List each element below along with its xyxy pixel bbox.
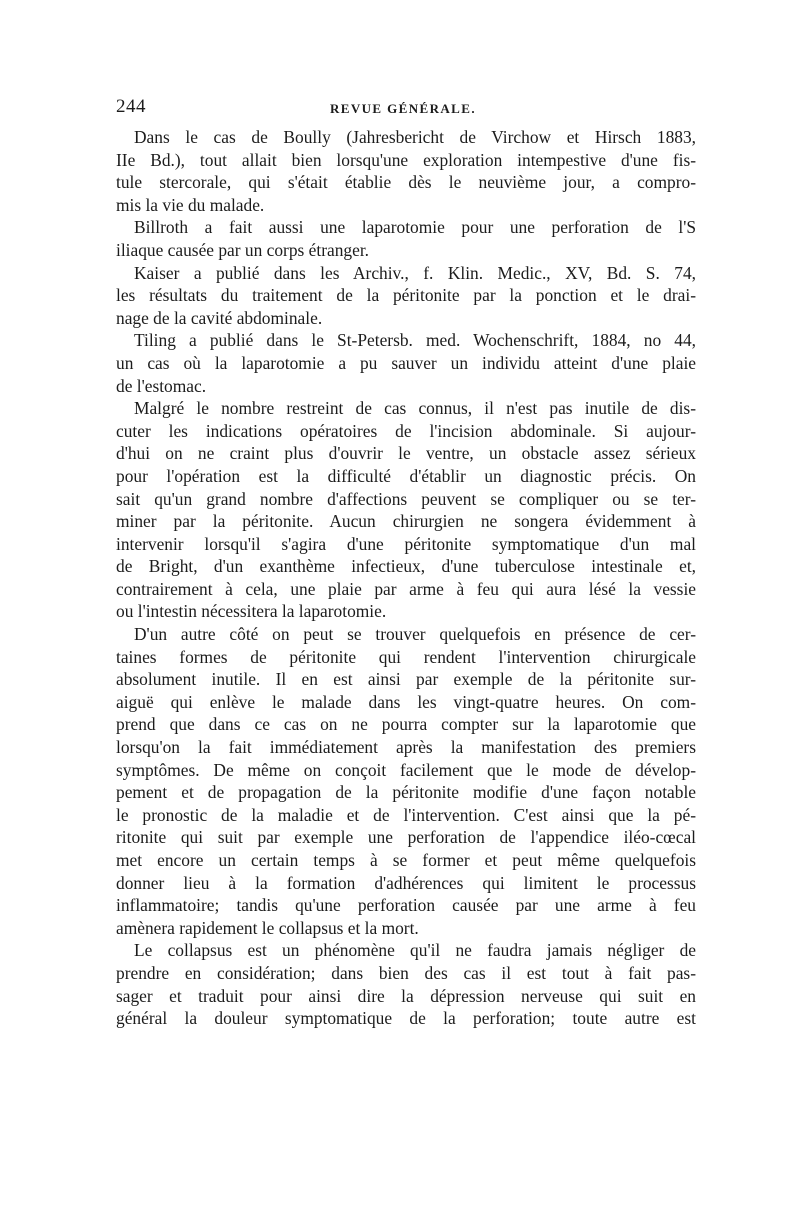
text-line: symptômes. De même on conçoit facilement que le mode de dévelop- <box>116 759 696 780</box>
text-line: sait qu'un grand nombre d'affections peuvent se compliquer ou se ter- <box>116 488 696 509</box>
running-head <box>116 96 696 124</box>
text-line: lorsqu'on la fait immédiatement après la manifestation des premiers <box>116 737 696 758</box>
text-line: Billroth a fait aussi une laparotomie pour une perforation de l'S <box>134 217 696 238</box>
page-number: 244 <box>116 96 146 117</box>
page <box>116 96 696 1030</box>
text-line: les résultats du traitement de la péritonite par la ponction et le drai- <box>116 285 696 306</box>
text-line: de Bright, d'un exanthème infectieux, d'une tuberculose intestinale et, <box>116 556 696 577</box>
text-line: général la douleur symptomatique de la perforation; toute autre est <box>116 1008 696 1029</box>
text-line: prendre en considération; dans bien des cas il est tout à fait pas- <box>116 962 696 983</box>
text-line: sager et traduit pour ainsi dire la dépression nerveuse qui suit en <box>116 985 696 1006</box>
text-line: prend que dans ce cas on ne pourra compter sur la laparotomie que <box>116 714 696 735</box>
text-line: IIe Bd.), tout allait bien lorsqu'une exploration intempestive d'une fis- <box>116 149 696 170</box>
text-line: Dans le cas de Boully (Jahresbericht de Virchow et Hirsch 1883, <box>134 127 696 147</box>
text-line: pour l'opération est la difficulté d'établir un diagnostic précis. On <box>116 465 696 486</box>
text-line: d'hui on ne craint plus d'ouvrir le ventre, un obstacle assez sérieux <box>116 443 696 464</box>
text-line: pement et de propagation de la péritonite modifie d'une façon notable <box>116 782 696 803</box>
text-line: absolument inutile. Il en est ainsi par exemple de la péritonite sur- <box>116 669 696 690</box>
text-line: inflammatoire; tandis qu'une perforation causée par une arme à feu <box>116 895 696 916</box>
text-line: cuter les indications opératoires de l'incision abdominale. Si aujour- <box>116 420 696 441</box>
text-line: intervenir lorsqu'il s'agira d'une péritonite symptomatique d'un mal <box>116 533 696 554</box>
text-line: met encore un certain temps à se former et peut même quelquefois <box>116 850 696 870</box>
text-line: Malgré le nombre restreint de cas connus, il n'est pas inutile de dis- <box>134 398 696 419</box>
text-line: de l'estomac. <box>116 375 207 396</box>
text-line: contrairement à cela, une plaie par arme à feu qui aura lésé la vessie <box>116 578 696 599</box>
text-line: iliaque causée par un corps étranger. <box>116 239 370 260</box>
text-line: un cas où la laparotomie a pu sauver un individu atteint d'une plaie <box>116 352 696 373</box>
text-line: miner par la péritonite. Aucun chirurgien ne songera évidemment à <box>116 511 696 532</box>
text-line: aiguë qui enlève le malade dans les vingt-quatre heures. On com- <box>116 691 696 712</box>
text-line: Tiling a publié dans le St-Petersb. med. Wochenschrift, 1884, no 44, <box>134 330 696 351</box>
text-line: Le collapsus est un phénomène qu'il ne faudra jamais négliger de <box>134 940 696 961</box>
text-line: Kaiser a publié dans les Archiv., f. Klin. Medic., XV, Bd. S. 74, <box>134 262 696 283</box>
text-line: nage de la cavité abdominale. <box>116 307 323 328</box>
text-line: D'un autre côté on peut se trouver quelquefois en présence de cer- <box>134 624 696 645</box>
body-text <box>116 126 696 1030</box>
text-line: taines formes de péritonite qui rendent l'intervention chirurgicale <box>116 646 696 667</box>
journal-title: REVUE GÉNÉRALE. <box>330 101 476 116</box>
text-line: le pronostic de la maladie et de l'intervention. C'est ainsi que la pé- <box>116 804 696 825</box>
text-line: ritonite qui suit par exemple une perforation de l'appendice iléo-cœcal <box>116 827 696 848</box>
text-line: donner lieu à la formation d'adhérences qui limitent le processus <box>116 872 696 893</box>
text-line: mis la vie du malade. <box>116 194 265 215</box>
text-line: amènera rapidement le collapsus et la mort. <box>116 917 419 938</box>
text-line: tule stercorale, qui s'était établie dès le neuvième jour, a compro- <box>116 172 696 193</box>
text-line: ou l'intestin nécessitera la laparotomie. <box>116 601 387 622</box>
